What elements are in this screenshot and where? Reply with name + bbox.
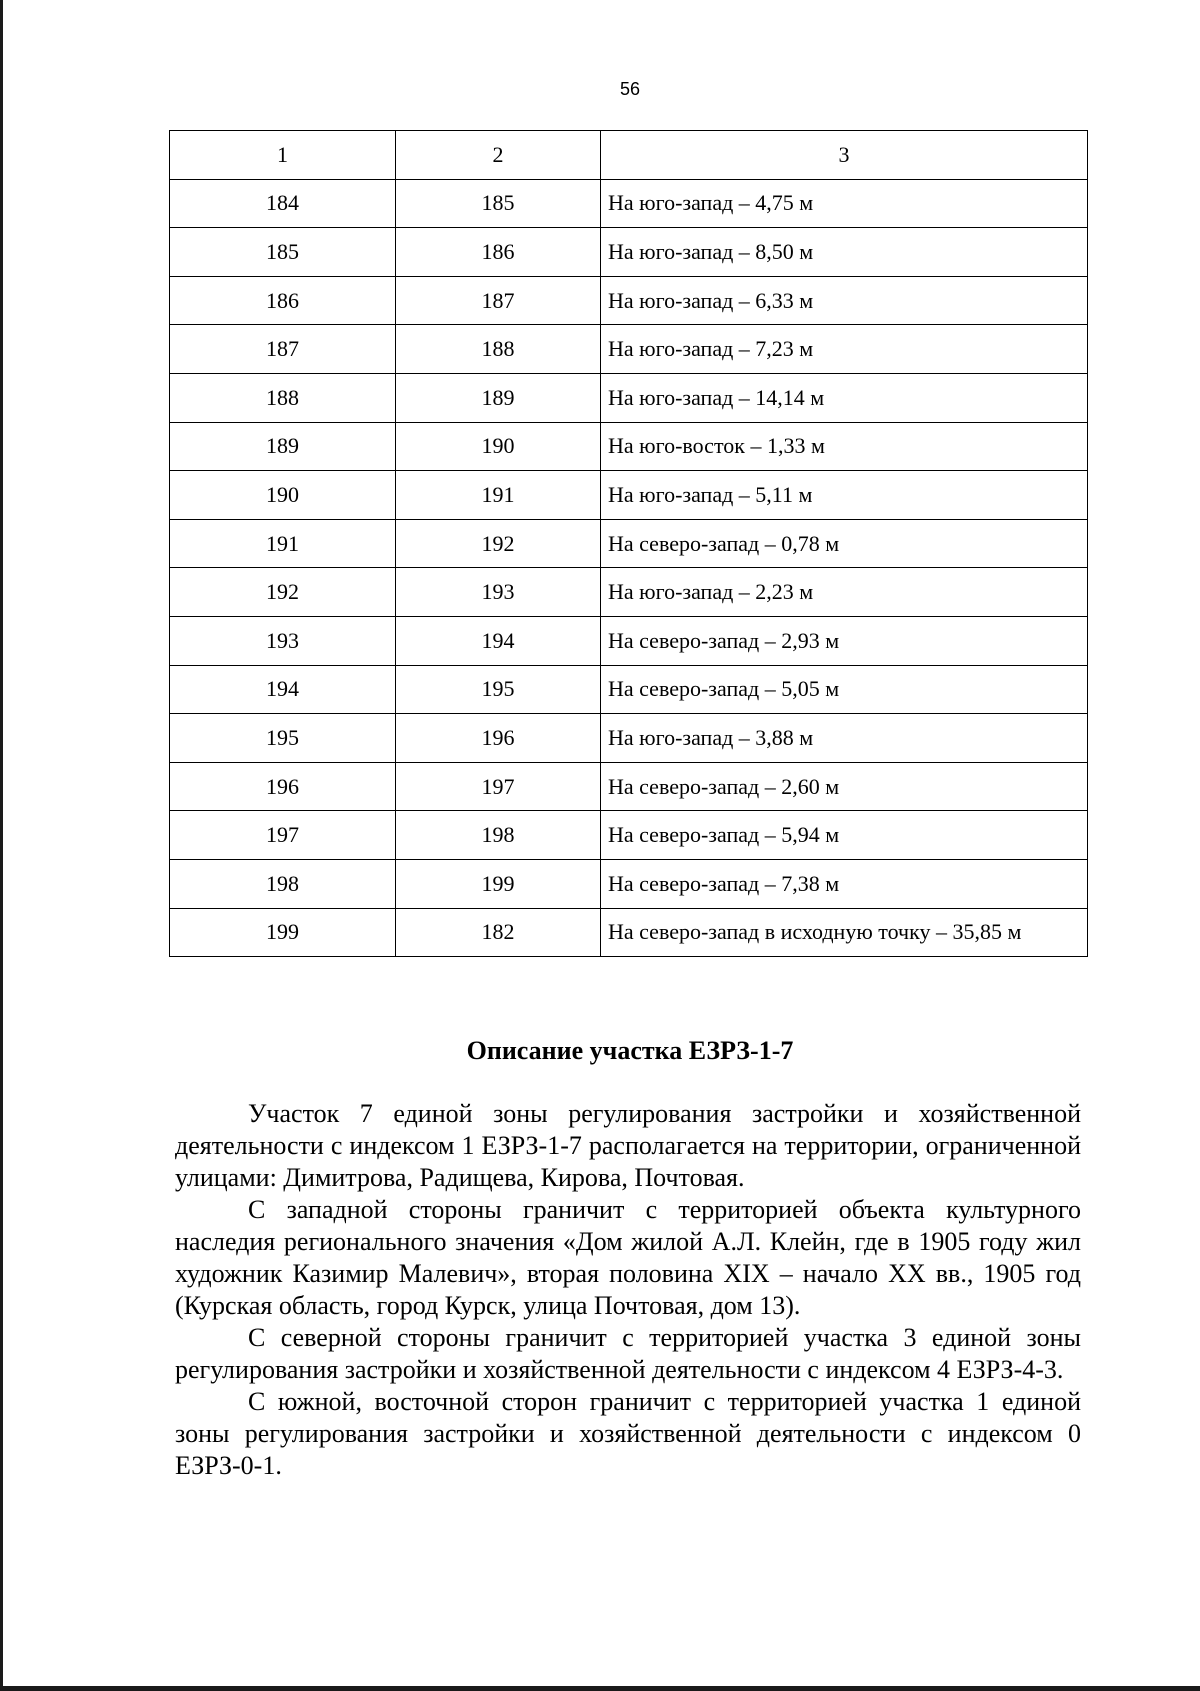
table-row [170,568,1088,617]
table-row [170,325,1088,374]
cell-from-point: 190 [170,471,396,520]
cell-direction-distance: На северо-запад – 7,38 м [601,859,1088,908]
cell-to-point: 186 [396,228,601,277]
cell-to-point: 195 [396,665,601,714]
table-row [170,276,1088,325]
table-row [170,228,1088,277]
table-row [170,373,1088,422]
cell-to-point: 182 [396,908,601,957]
table-row [170,471,1088,520]
cell-direction-distance: На юго-запад – 2,23 м [601,568,1088,617]
cell-from-point: 193 [170,616,396,665]
cell-from-point: 191 [170,519,396,568]
table-row [170,908,1088,957]
table-row [170,859,1088,908]
cell-direction-distance: На юго-запад – 7,23 м [601,325,1088,374]
scan-edge-bottom [0,1686,1200,1691]
cell-direction-distance: На юго-запад – 8,50 м [601,228,1088,277]
table-row [170,179,1088,228]
paragraph: С западной стороны граничит с территорией объекта культурного наследия регионального значения «Дом жилой А.Л. Клейн, где в 1905 году жил художник Казимир Малевич», вторая половина XIX – начало XX вв., 1905 год (Курская область, город Курск, улица Почтовая, дом 13). [175,1195,1081,1320]
body-text [175,1098,1081,1482]
cell-from-point: 197 [170,811,396,860]
cell-direction-distance: На северо-запад – 2,60 м [601,762,1088,811]
cell-to-point: 190 [396,422,601,471]
cell-from-point: 199 [170,908,396,957]
paragraph: С северной стороны граничит с территорией участка 3 единой зоны регулирования застройки и хозяйственной деятельности с индексом 4 ЕЗРЗ-4-3. [175,1323,1081,1384]
paragraph: С южной, восточной сторон граничит с территорией участка 1 единой зоны регулирования застройки и хозяйственной деятельности с индексом 0 ЕЗРЗ-0-1. [175,1387,1081,1480]
table-row [170,811,1088,860]
cell-to-point: 196 [396,714,601,763]
cell-direction-distance: На северо-запад – 0,78 м [601,519,1088,568]
boundary-table-body [170,131,1088,957]
cell-to-point: 192 [396,519,601,568]
cell-from-point: 185 [170,228,396,277]
cell-from-point: 198 [170,859,396,908]
cell-from-point: 189 [170,422,396,471]
table-row [170,616,1088,665]
cell-to-point: 189 [396,373,601,422]
cell-to-point: 188 [396,325,601,374]
page-number: 56 [619,79,641,99]
cell-from-point: 196 [170,762,396,811]
cell-from-point: 188 [170,373,396,422]
table-row [170,665,1088,714]
boundary-table [169,130,1088,957]
table-row [170,422,1088,471]
cell-to-point: 191 [396,471,601,520]
cell-direction-distance: На юго-запад – 4,75 м [601,179,1088,228]
cell-from-point: 186 [170,276,396,325]
cell-to-point: 197 [396,762,601,811]
table-header-cell: 1 [170,131,396,180]
cell-direction-distance: На северо-запад – 2,93 м [601,616,1088,665]
cell-to-point: 198 [396,811,601,860]
table-header-cell: 3 [601,131,1088,180]
cell-from-point: 194 [170,665,396,714]
cell-to-point: 199 [396,859,601,908]
cell-to-point: 185 [396,179,601,228]
cell-to-point: 193 [396,568,601,617]
cell-direction-distance: На юго-запад – 6,33 м [601,276,1088,325]
table-row [170,762,1088,811]
cell-direction-distance: На юго-восток – 1,33 м [601,422,1088,471]
table-row [170,714,1088,763]
section-title: Описание участка ЕЗРЗ-1-7 [466,1036,794,1065]
cell-from-point: 187 [170,325,396,374]
cell-to-point: 194 [396,616,601,665]
cell-direction-distance: На юго-запад – 5,11 м [601,471,1088,520]
cell-direction-distance: На северо-запад – 5,05 м [601,665,1088,714]
cell-to-point: 187 [396,276,601,325]
table-header-row [170,131,1088,180]
cell-direction-distance: На юго-запад – 3,88 м [601,714,1088,763]
cell-from-point: 195 [170,714,396,763]
scan-edge-left [0,0,3,1691]
cell-direction-distance: На северо-запад в исходную точку – 35,85 м [601,908,1088,957]
cell-direction-distance: На юго-запад – 14,14 м [601,373,1088,422]
paragraph: Участок 7 единой зоны регулирования застройки и хозяйственной деятельности с индексом 1 ЕЗРЗ-1-7 располагается на территории, ограниченной улицами: Димитрова, Радищева, Кирова, Почтовая. [175,1099,1081,1192]
table-header-cell: 2 [396,131,601,180]
cell-direction-distance: На северо-запад – 5,94 м [601,811,1088,860]
cell-from-point: 184 [170,179,396,228]
cell-from-point: 192 [170,568,396,617]
table-row [170,519,1088,568]
